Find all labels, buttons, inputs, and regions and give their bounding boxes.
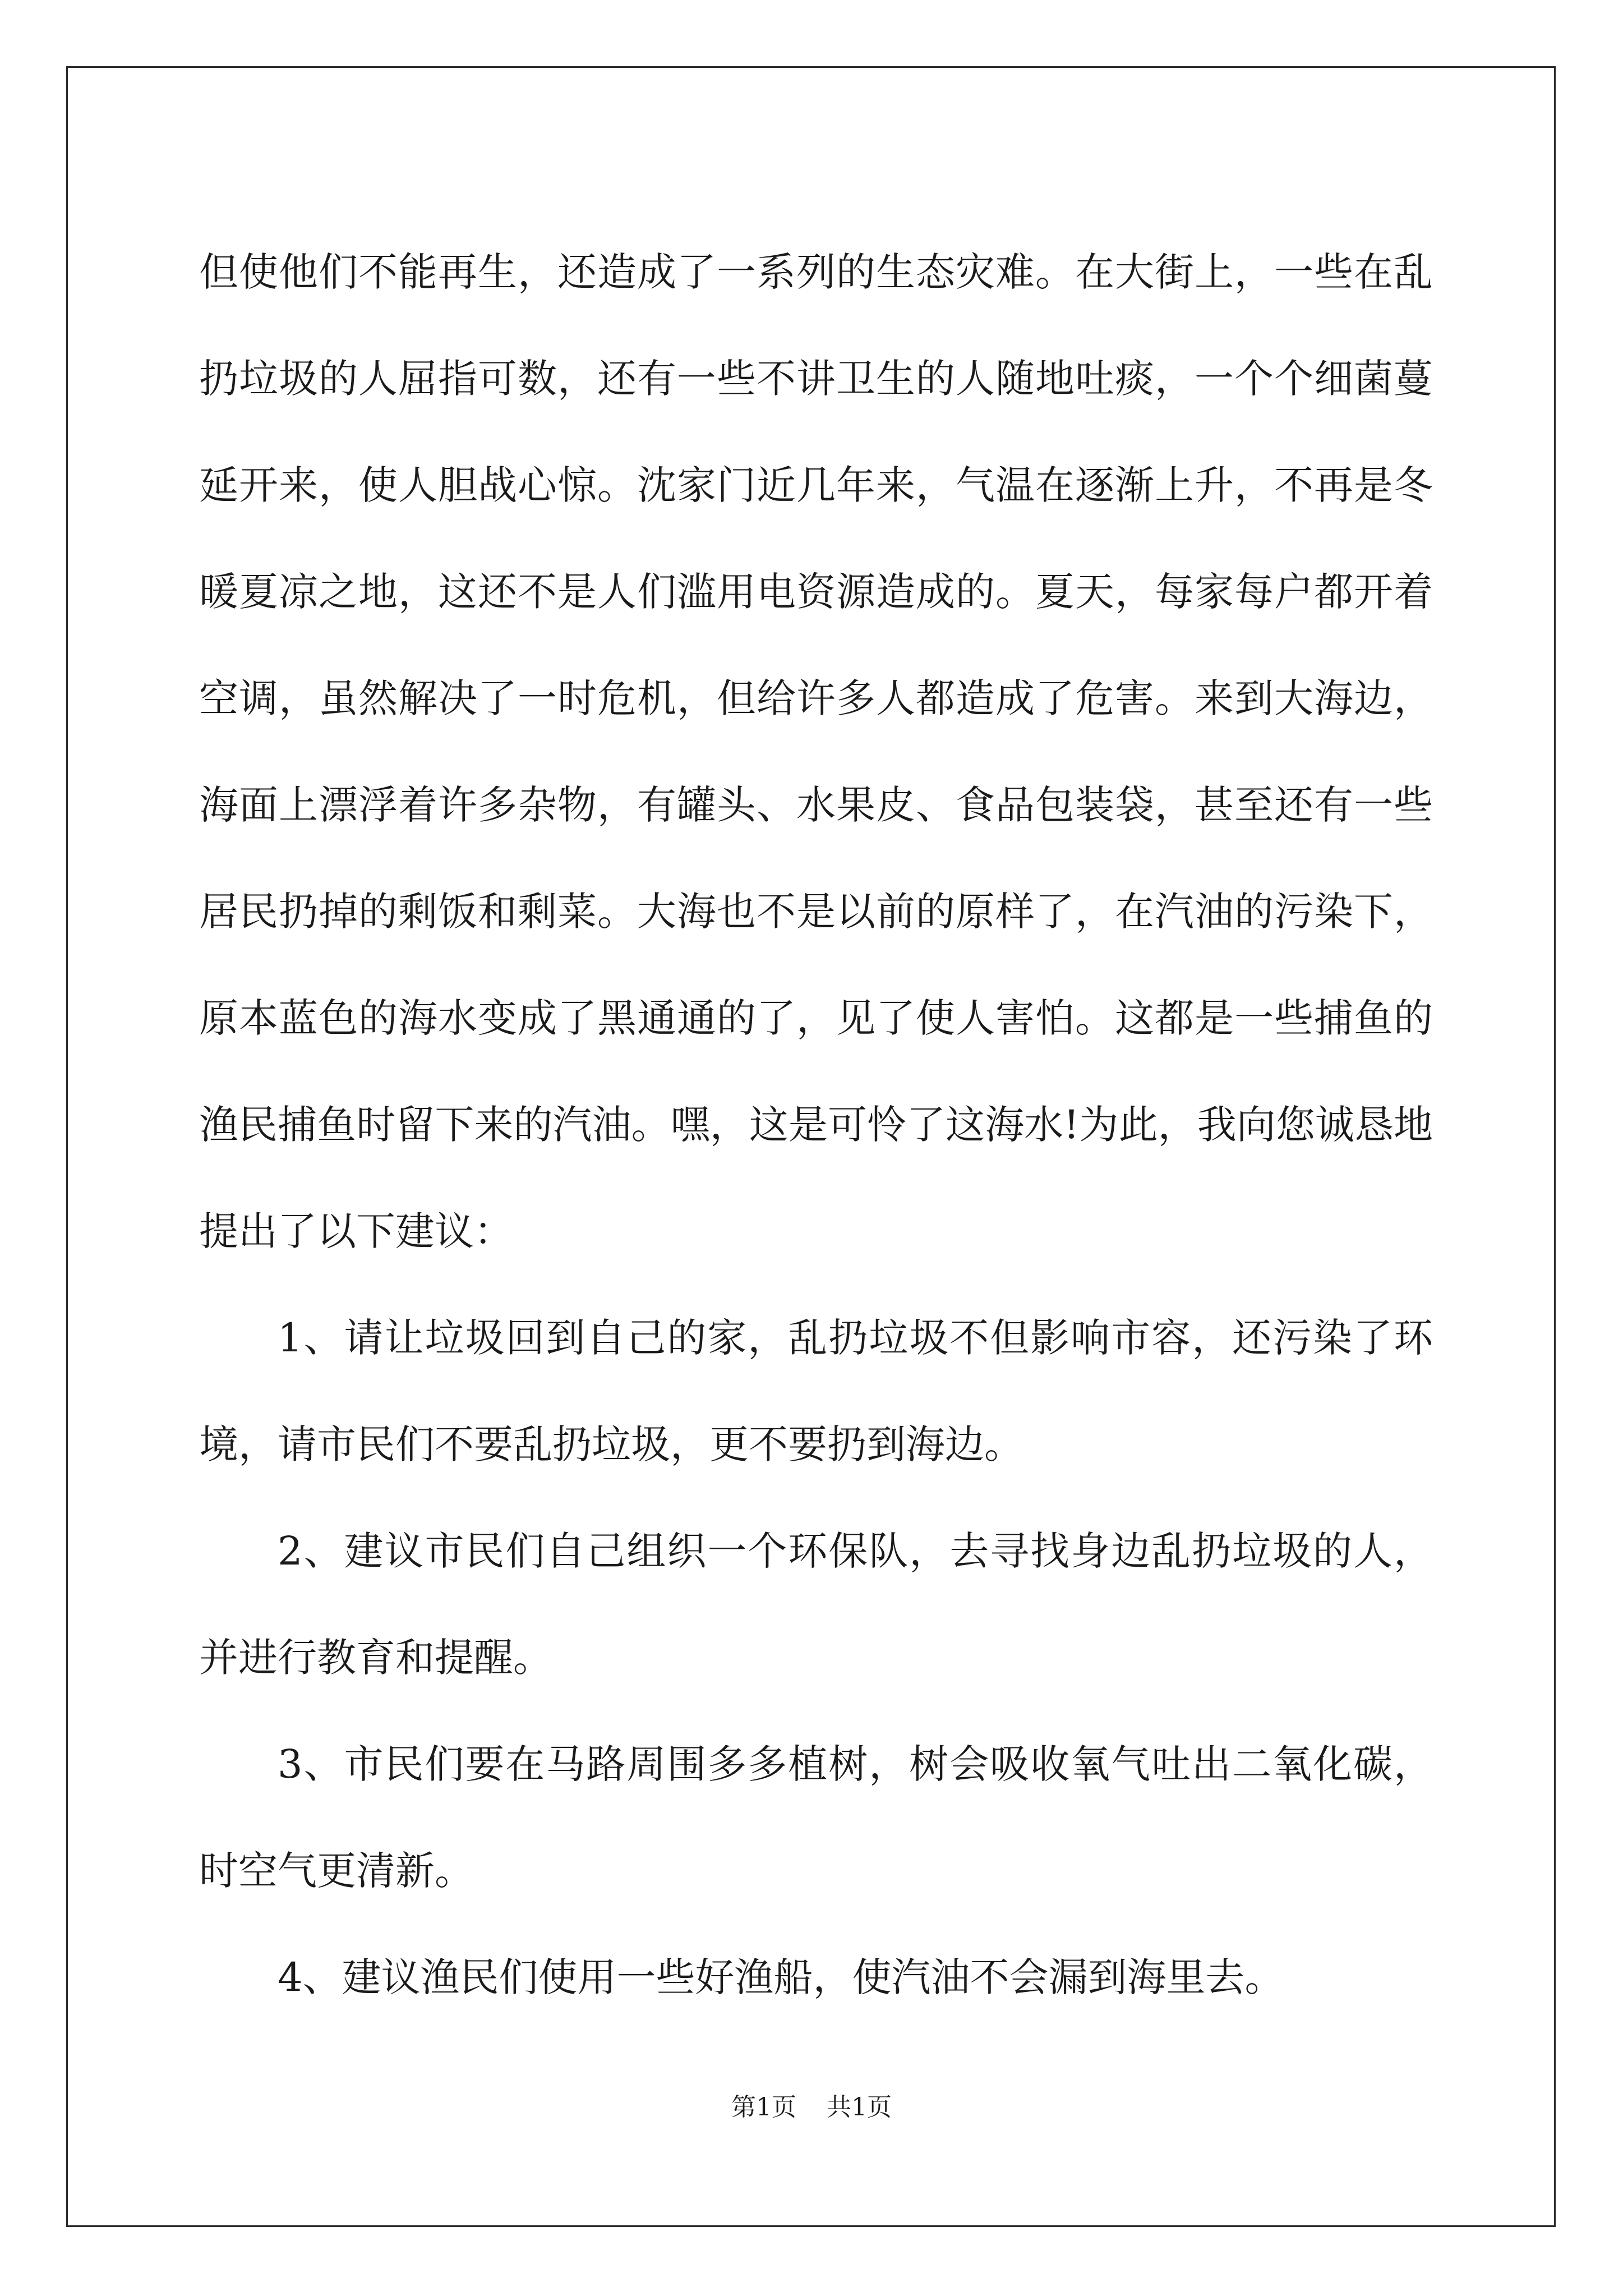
suggestion-item-1: 1、请让垃圾回到自己的家，乱扔垃圾不但影响市容，还污染了环境，请市民们不要乱扔垃圾，更不要扔到海边。 [199,1315,1433,1467]
suggestion-item-4: 4、建议渔民们使用一些好渔船，使汽油不会漏到海里去。 [278,1954,1284,2000]
page-footer [0,2087,1623,2123]
page-number: 第1页 [731,2093,796,2122]
page-total: 共1页 [827,2093,892,2122]
suggestion-item-3: 3、市民们要在马路周围多多植树，树会吸收氧气吐出二氧化碳，时空气更清新。 [199,1741,1433,1894]
suggestion-item-2: 2、建议市民们自己组织一个环保队，去寻找身边乱扔垃圾的人，并进行教育和提醒。 [199,1528,1433,1681]
document-body [199,219,1433,2031]
body-paragraph: 但使他们不能再生，还造成了一系列的生态灾难。在大街上，一些在乱扔垃圾的人屈指可数，还有一些不讲卫生的人随地吐痰，一个个细菌蔓延开来，使人胆战心惊。沈家门近几年来，气温在逐渐上升，不再是冬暖夏凉之地，这还不是人们滥用电资源造成的。夏天，每家每户都开着空调，虽然解决了一时危机，但给许多人都造成了危害。来到大海边，海面上漂浮着许多杂物，有罐头、水果皮、食品包装袋，甚至还有一些居民扔掉的剩饭和剩菜。大海也不是以前的原样了，在汽油的污染下，原本蓝色的海水变成了黑通通的了，见了使人害怕。这都是一些捕鱼的渔民捕鱼时留下来的汽油。嘿，这是可怜了这海水!为此，我向您诚恳地提出了以下建议： [199,249,1433,1254]
